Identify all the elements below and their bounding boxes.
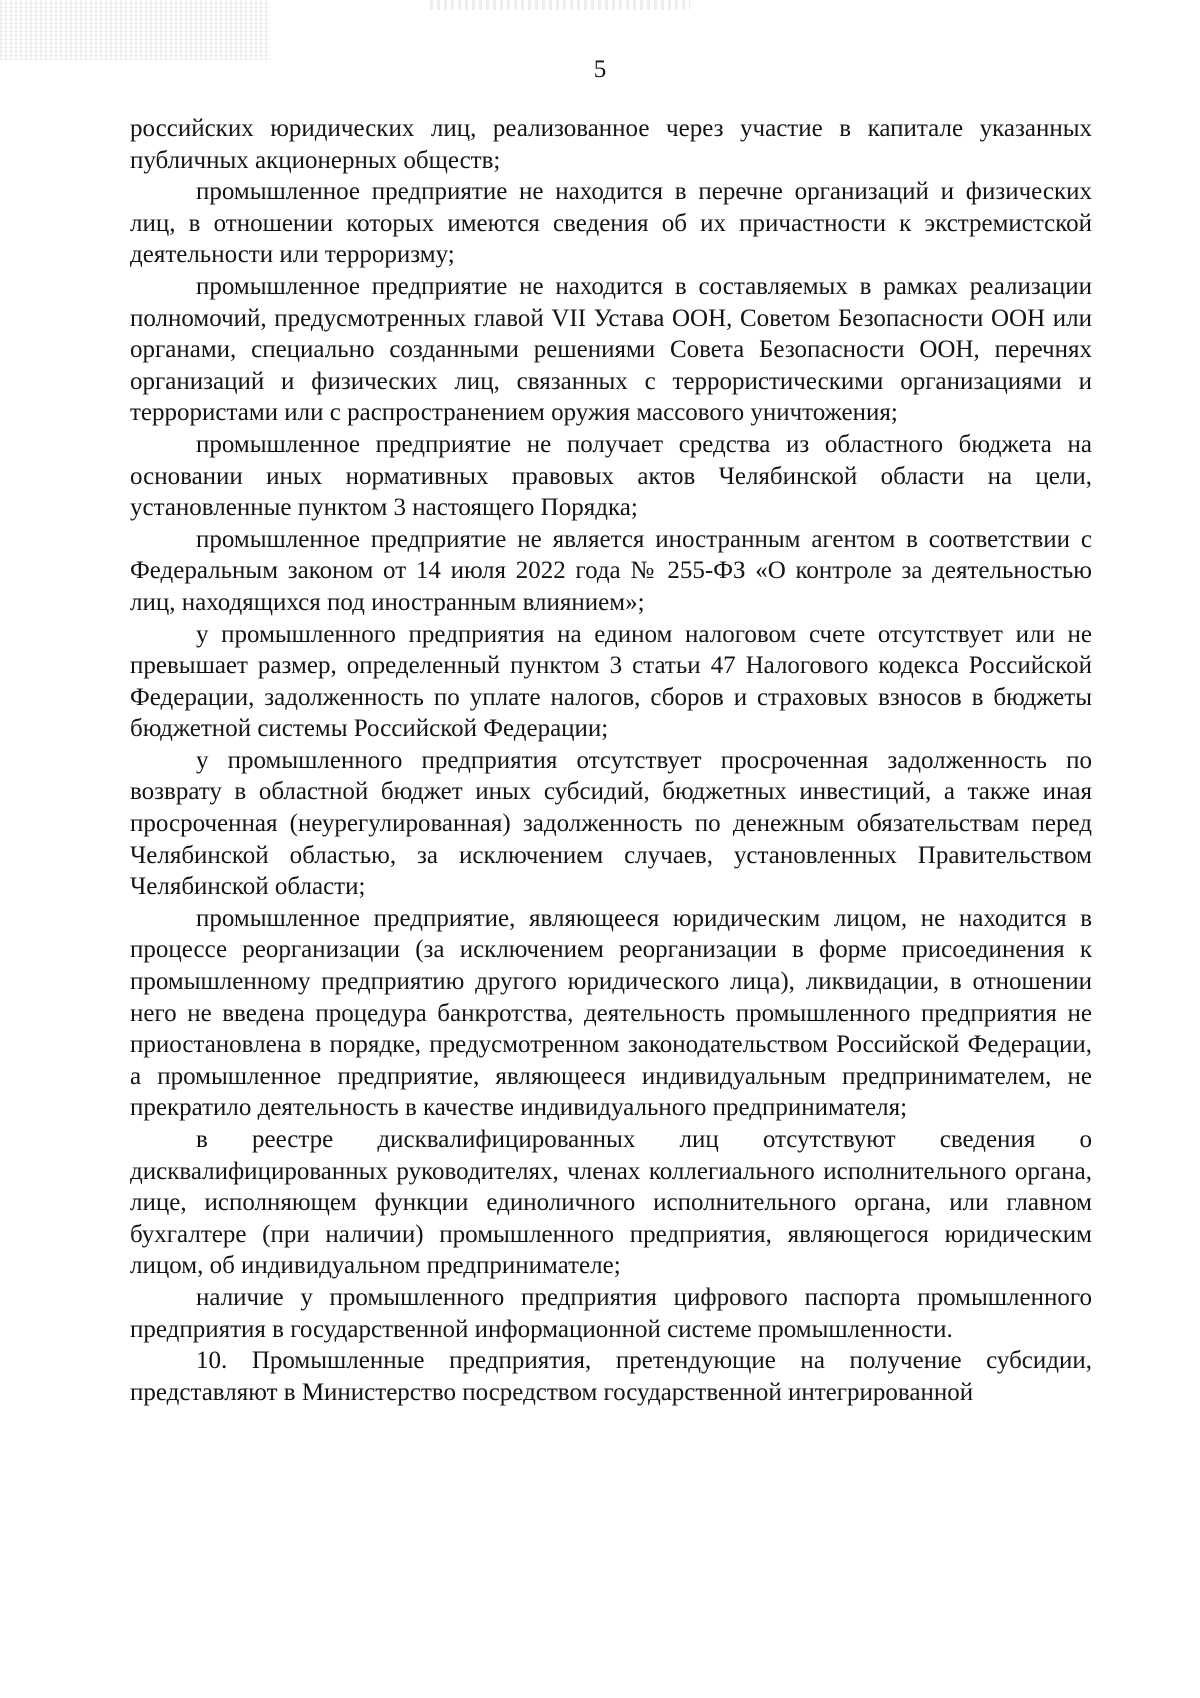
paragraph: наличие у промышленного предприятия цифрового паспорта промышленного предприятия в государственной информационной системе промышленности.: [130, 1283, 1092, 1343]
paragraph: у промышленного предприятия на едином налоговом счете отсутствует или не превышает размер, определенный пунктом 3 статьи 47 Налогового кодекса Российской Федерации, задолженность по уплате налогов, сборов и страховых взносов в бюджеты бюджетной системы Российской Федерации;: [130, 620, 1092, 743]
paragraph: в реестре дисквалифицированных лиц отсутствуют сведения о дисквалифицированных руководителях, членах коллегиального исполнительного органа, лице, исполняющем функции единоличного исполнительного органа, или главном бухгалтере (при наличии) промышленного предприятия, являющегося юридическим лицом, об индивидуальном предпринимателе;: [130, 1126, 1092, 1280]
paragraph: промышленное предприятие не находится в перечне организаций и физических лиц, в отношении которых имеются сведения об их причастности к экстремистской деятельности или терроризму;: [130, 178, 1092, 269]
paragraph: промышленное предприятие, являющееся юридическим лицом, не находится в процессе реорганизации (за исключением реорганизации в форме присоединения к промышленному предприятию другого юридического лица), ликвидации, в отношении него не введена процедура банкротства, деятельность промышленного предприятия не приостановлена в порядке, предусмотренном законодательством Российской Федерации, а промышленное предприятие, являющееся индивидуальным предпринимателем, не прекратило деятельность в качестве индивидуального предпринимателя;: [130, 904, 1092, 1122]
paragraph: промышленное предприятие не является иностранным агентом в соответствии с Федеральным законом от 14 июля 2022 года № 255-ФЗ «О контроле за деятельностью лиц, находящихся под иностранным влиянием»;: [130, 525, 1092, 616]
scan-artifact: [0, 0, 270, 60]
paragraph: промышленное предприятие не получает средства из областного бюджета на основании иных нормативных правовых актов Челябинской области на цели, установленные пунктом 3 настоящего Порядка;: [130, 430, 1092, 522]
document-body: [130, 113, 1092, 1408]
paragraph: российских юридических лиц, реализованное через участие в капитале указанных публичных акционерных обществ;: [130, 115, 1092, 174]
paragraph: промышленное предприятие не находится в составляемых в рамках реализации полномочий, предусмотренных главой VII Устава ООН, Советом Безопасности ООН или органами, специально созданными решениями Совета Безопасности ООН, перечнях организаций и физических лиц, связанных с террористическими организациями и террористами или с распространением оружия массового уничтожения;: [130, 272, 1092, 427]
page-number: 5: [593, 56, 607, 83]
paragraph: у промышленного предприятия отсутствует просроченная задолженность по возврату в областной бюджет иных субсидий, бюджетных инвестиций, а также иная просроченная (неурегулированная) задолженность по денежным обязательствам перед Челябинской областью, за исключением случаев, установленных Правительством Челябинской области;: [130, 746, 1092, 901]
paragraph: 10. Промышленные предприятия, претендующие на получение субсидии, представляют в Министерство посредством государственной интегрированной: [130, 1347, 1092, 1406]
scan-artifact: [430, 0, 690, 10]
